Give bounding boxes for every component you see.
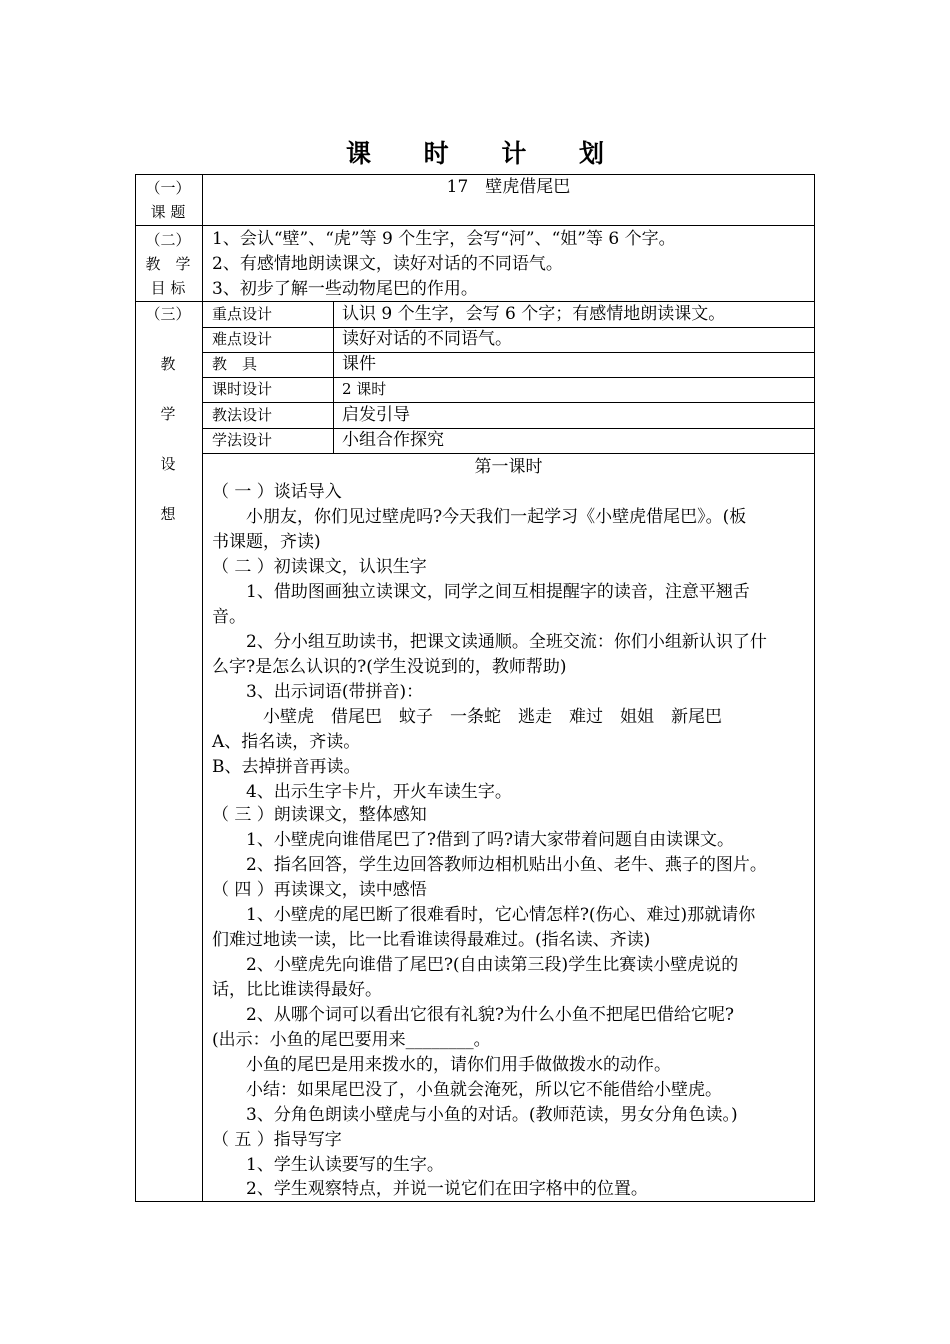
body-line: 1、学生认读要写的生字。	[212, 1155, 444, 1175]
design-row-label: 学法设计	[212, 431, 273, 449]
lesson-topic: 17 壁虎借尾巴	[446, 177, 571, 197]
divider	[202, 377, 815, 378]
lesson-heading: 第一课时	[474, 457, 543, 477]
body-line: 小鱼的尾巴是用来拨水的，请你们用手做做拨水的动作。	[212, 1055, 671, 1075]
design-row-value: 启发引导	[342, 405, 410, 425]
body-line: （ 四 ）再读课文，读中感悟	[212, 880, 427, 900]
body-line: 2、指名回答，学生边回答教师边相机贴出小鱼、老牛、燕子的图片。	[212, 855, 767, 875]
section-number: （三）	[145, 305, 191, 323]
design-row-label: 重点设计	[212, 305, 273, 323]
page-title: 课 时 计 划	[345, 139, 627, 168]
body-line: 话，比比谁读得最好。	[212, 980, 382, 1000]
body-line: （ 二 ）初读课文，认识生字	[212, 557, 427, 577]
body-line: （ 五 ）指导写字	[212, 1130, 342, 1150]
objective-line: 1、会认“壁”、“虎”等 9 个生字，会写“河”、“姐”等 6 个字。	[212, 229, 676, 249]
section-label-char: 设	[160, 455, 176, 473]
design-row-value: 读好对话的不同语气。	[342, 329, 512, 349]
body-line: 1、小壁虎向谁借尾巴了?借到了吗?请大家带着问题自由读课文。	[212, 830, 735, 850]
body-line: 小壁虎 借尾巴 蚊子 一条蛇 逃走 难过 姐姐 新尾巴	[212, 707, 722, 727]
body-line: A、指名读，齐读。	[212, 732, 361, 752]
body-line: 小结：如果尾巴没了，小鱼就会淹死，所以它不能借给小壁虎。	[212, 1080, 722, 1100]
body-line: 书课题，齐读)	[212, 532, 321, 552]
section-number: （一）	[145, 179, 191, 197]
body-line: 2、学生观察特点，并说一说它们在田字格中的位置。	[212, 1179, 648, 1199]
section-label-char: 学	[160, 405, 176, 423]
divider	[202, 402, 815, 403]
section-label-char: 想	[160, 505, 176, 523]
design-row-value: 小组合作探究	[342, 430, 444, 450]
body-line: 们难过地读一读，比一比看谁读得最难过。(指名读、齐读)	[212, 930, 651, 950]
divider	[202, 453, 815, 454]
body-line: 3、出示词语(带拼音)：	[212, 682, 424, 702]
body-line: (出示：小鱼的尾巴要用来________。	[212, 1030, 491, 1050]
body-line: 2、小壁虎先向谁借了尾巴?(自由读第三段)学生比赛读小壁虎说的	[212, 955, 739, 975]
divider	[135, 225, 815, 226]
design-row-label: 教法设计	[212, 406, 273, 424]
section-label: 教 学	[145, 255, 191, 273]
section-label: 目 标	[150, 279, 186, 297]
section-number: （二）	[145, 231, 191, 249]
design-row-value: 认识 9 个生字，会写 6 个字；有感情地朗读课文。	[342, 304, 726, 324]
section-label-char: 教	[160, 355, 176, 373]
body-line: 3、分角色朗读小壁虎与小鱼的对话。(教师范读，男女分角色读。)	[212, 1105, 738, 1125]
body-line: 音。	[212, 607, 246, 627]
objective-line: 3、初步了解一些动物尾巴的作用。	[212, 279, 478, 299]
design-row-label: 教 具	[212, 355, 258, 373]
design-row-label: 难点设计	[212, 330, 273, 348]
body-line: 1、借助图画独立读课文，同学之间互相提醒字的读音，注意平翘舌	[212, 582, 750, 602]
design-row-label: 课时设计	[212, 380, 273, 398]
divider	[333, 301, 334, 453]
body-line: 1、小壁虎的尾巴断了很难看时，它心情怎样?(伤心、难过)那就请你	[212, 905, 756, 925]
body-line: 2、分小组互助读书，把课文读通顺。全班交流：你们小组新认识了什	[212, 632, 767, 652]
divider	[202, 428, 815, 429]
section-label: 课 题	[150, 203, 186, 221]
body-line: 小朋友，你们见过壁虎吗?今天我们一起学习《小壁虎借尾巴》。(板	[212, 507, 747, 527]
body-line: 4、出示生字卡片，开火车读生字。	[212, 782, 512, 802]
design-row-value: 课件	[342, 354, 376, 374]
body-line: （ 三 ）朗读课文，整体感知	[212, 805, 427, 825]
body-line: B、去掉拼音再读。	[212, 757, 361, 777]
body-line: 么字?是怎么认识的?(学生没说到的，教师帮助)	[212, 657, 567, 677]
divider	[202, 174, 203, 1202]
divider	[202, 352, 815, 353]
body-line: 2、从哪个词可以看出它很有礼貌?为什么小鱼不把尾巴借给它呢?	[212, 1005, 735, 1025]
body-line: （ 一 ）谈话导入	[212, 482, 342, 502]
objective-line: 2、有感情地朗读课文，读好对话的不同语气。	[212, 254, 563, 274]
design-row-value: 2 课时	[342, 380, 387, 398]
